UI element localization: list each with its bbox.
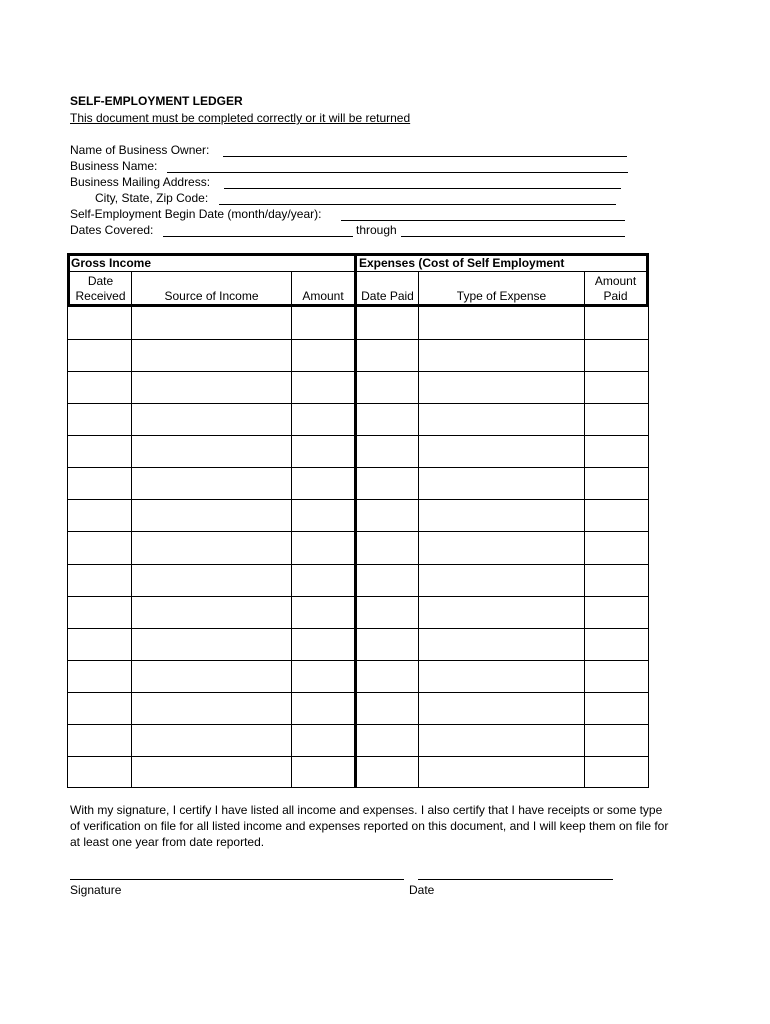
dates-covered-end-line[interactable]: [401, 236, 625, 237]
ledger-row-line: [67, 371, 649, 372]
expenses-heading: Expenses (Cost of Self Employment: [359, 256, 565, 270]
ledger-right-border: [648, 306, 649, 788]
col-header-type-expense: Type of Expense: [456, 289, 547, 303]
dates-covered-label: Dates Covered:: [70, 223, 154, 237]
ledger-row-line: [67, 499, 649, 500]
ledger-row-line: [67, 564, 649, 565]
ledger-right-thick-border: [646, 253, 649, 306]
date-line[interactable]: [418, 879, 613, 880]
ledger-row-line: [67, 403, 649, 404]
mailing-address-label: Business Mailing Address:: [70, 175, 211, 189]
col-header-amount: Amount: [302, 289, 344, 303]
ledger-row-line: [67, 339, 649, 340]
col-divider-type-amountpaid: [584, 271, 585, 788]
ledger-row-line: [67, 435, 649, 436]
begin-date-label: Self-Employment Begin Date (month/day/year):: [70, 207, 322, 221]
business-name-line[interactable]: [167, 172, 628, 173]
signature-label: Signature: [70, 883, 122, 897]
gross-income-heading: Gross Income: [71, 256, 152, 270]
owner-field[interactable]: [70, 143, 630, 159]
ledger-center-divider: [354, 253, 357, 788]
ledger-header-bottom-border: [67, 304, 649, 307]
ledger-row-line: [67, 531, 649, 532]
through-label: through: [356, 223, 397, 237]
ledger-title-row-line: [67, 271, 649, 272]
ledger-row-line: [67, 787, 649, 788]
business-name-field[interactable]: [70, 159, 630, 175]
certification-text: With my signature, I certify I have listed all income and expenses. I also certify that I have receipts or some type of verification on file for all listed income and expenses reported on this document, and I will keep them on file for at least one year from date reported.: [70, 803, 669, 849]
col-header-date-line2: Received: [75, 289, 126, 303]
dates-covered-start-line[interactable]: [163, 236, 353, 237]
ledger-row-line: [67, 724, 649, 725]
page-subtitle: This document must be completed correctly or it will be returned: [70, 111, 411, 125]
ledger-row-line: [67, 467, 649, 468]
signature-line[interactable]: [70, 879, 404, 880]
city-state-zip-line[interactable]: [219, 204, 616, 205]
dates-covered-field[interactable]: [70, 223, 630, 239]
col-divider-date-source: [131, 271, 132, 788]
col-header-amount-paid-line1: Amount: [594, 274, 637, 288]
business-name-label: Business Name:: [70, 159, 158, 173]
owner-line[interactable]: [223, 156, 627, 157]
col-header-amount-paid-line2: Paid: [603, 289, 628, 303]
owner-label: Name of Business Owner:: [70, 143, 210, 157]
ledger-row-line: [67, 756, 649, 757]
date-label: Date: [409, 883, 435, 897]
mailing-address-line[interactable]: [224, 188, 621, 189]
begin-date-line[interactable]: [341, 220, 625, 221]
city-state-zip-label: City, State, Zip Code:: [95, 191, 209, 205]
mailing-address-field[interactable]: [70, 175, 630, 191]
col-header-date-line1: Date: [87, 274, 114, 288]
col-header-source: Source of Income: [164, 289, 259, 303]
page-title: SELF-EMPLOYMENT LEDGER: [70, 94, 243, 108]
ledger-row-line: [67, 596, 649, 597]
ledger-row-line: [67, 692, 649, 693]
col-divider-source-amount: [291, 271, 292, 788]
city-state-zip-field[interactable]: [95, 191, 625, 207]
col-header-date-paid: Date Paid: [361, 289, 414, 303]
ledger-left-border: [67, 306, 68, 788]
begin-date-field[interactable]: [70, 207, 630, 223]
col-divider-datepaid-type: [418, 271, 419, 788]
ledger-row-line: [67, 628, 649, 629]
ledger-table: [67, 253, 649, 788]
ledger-row-line: [67, 660, 649, 661]
